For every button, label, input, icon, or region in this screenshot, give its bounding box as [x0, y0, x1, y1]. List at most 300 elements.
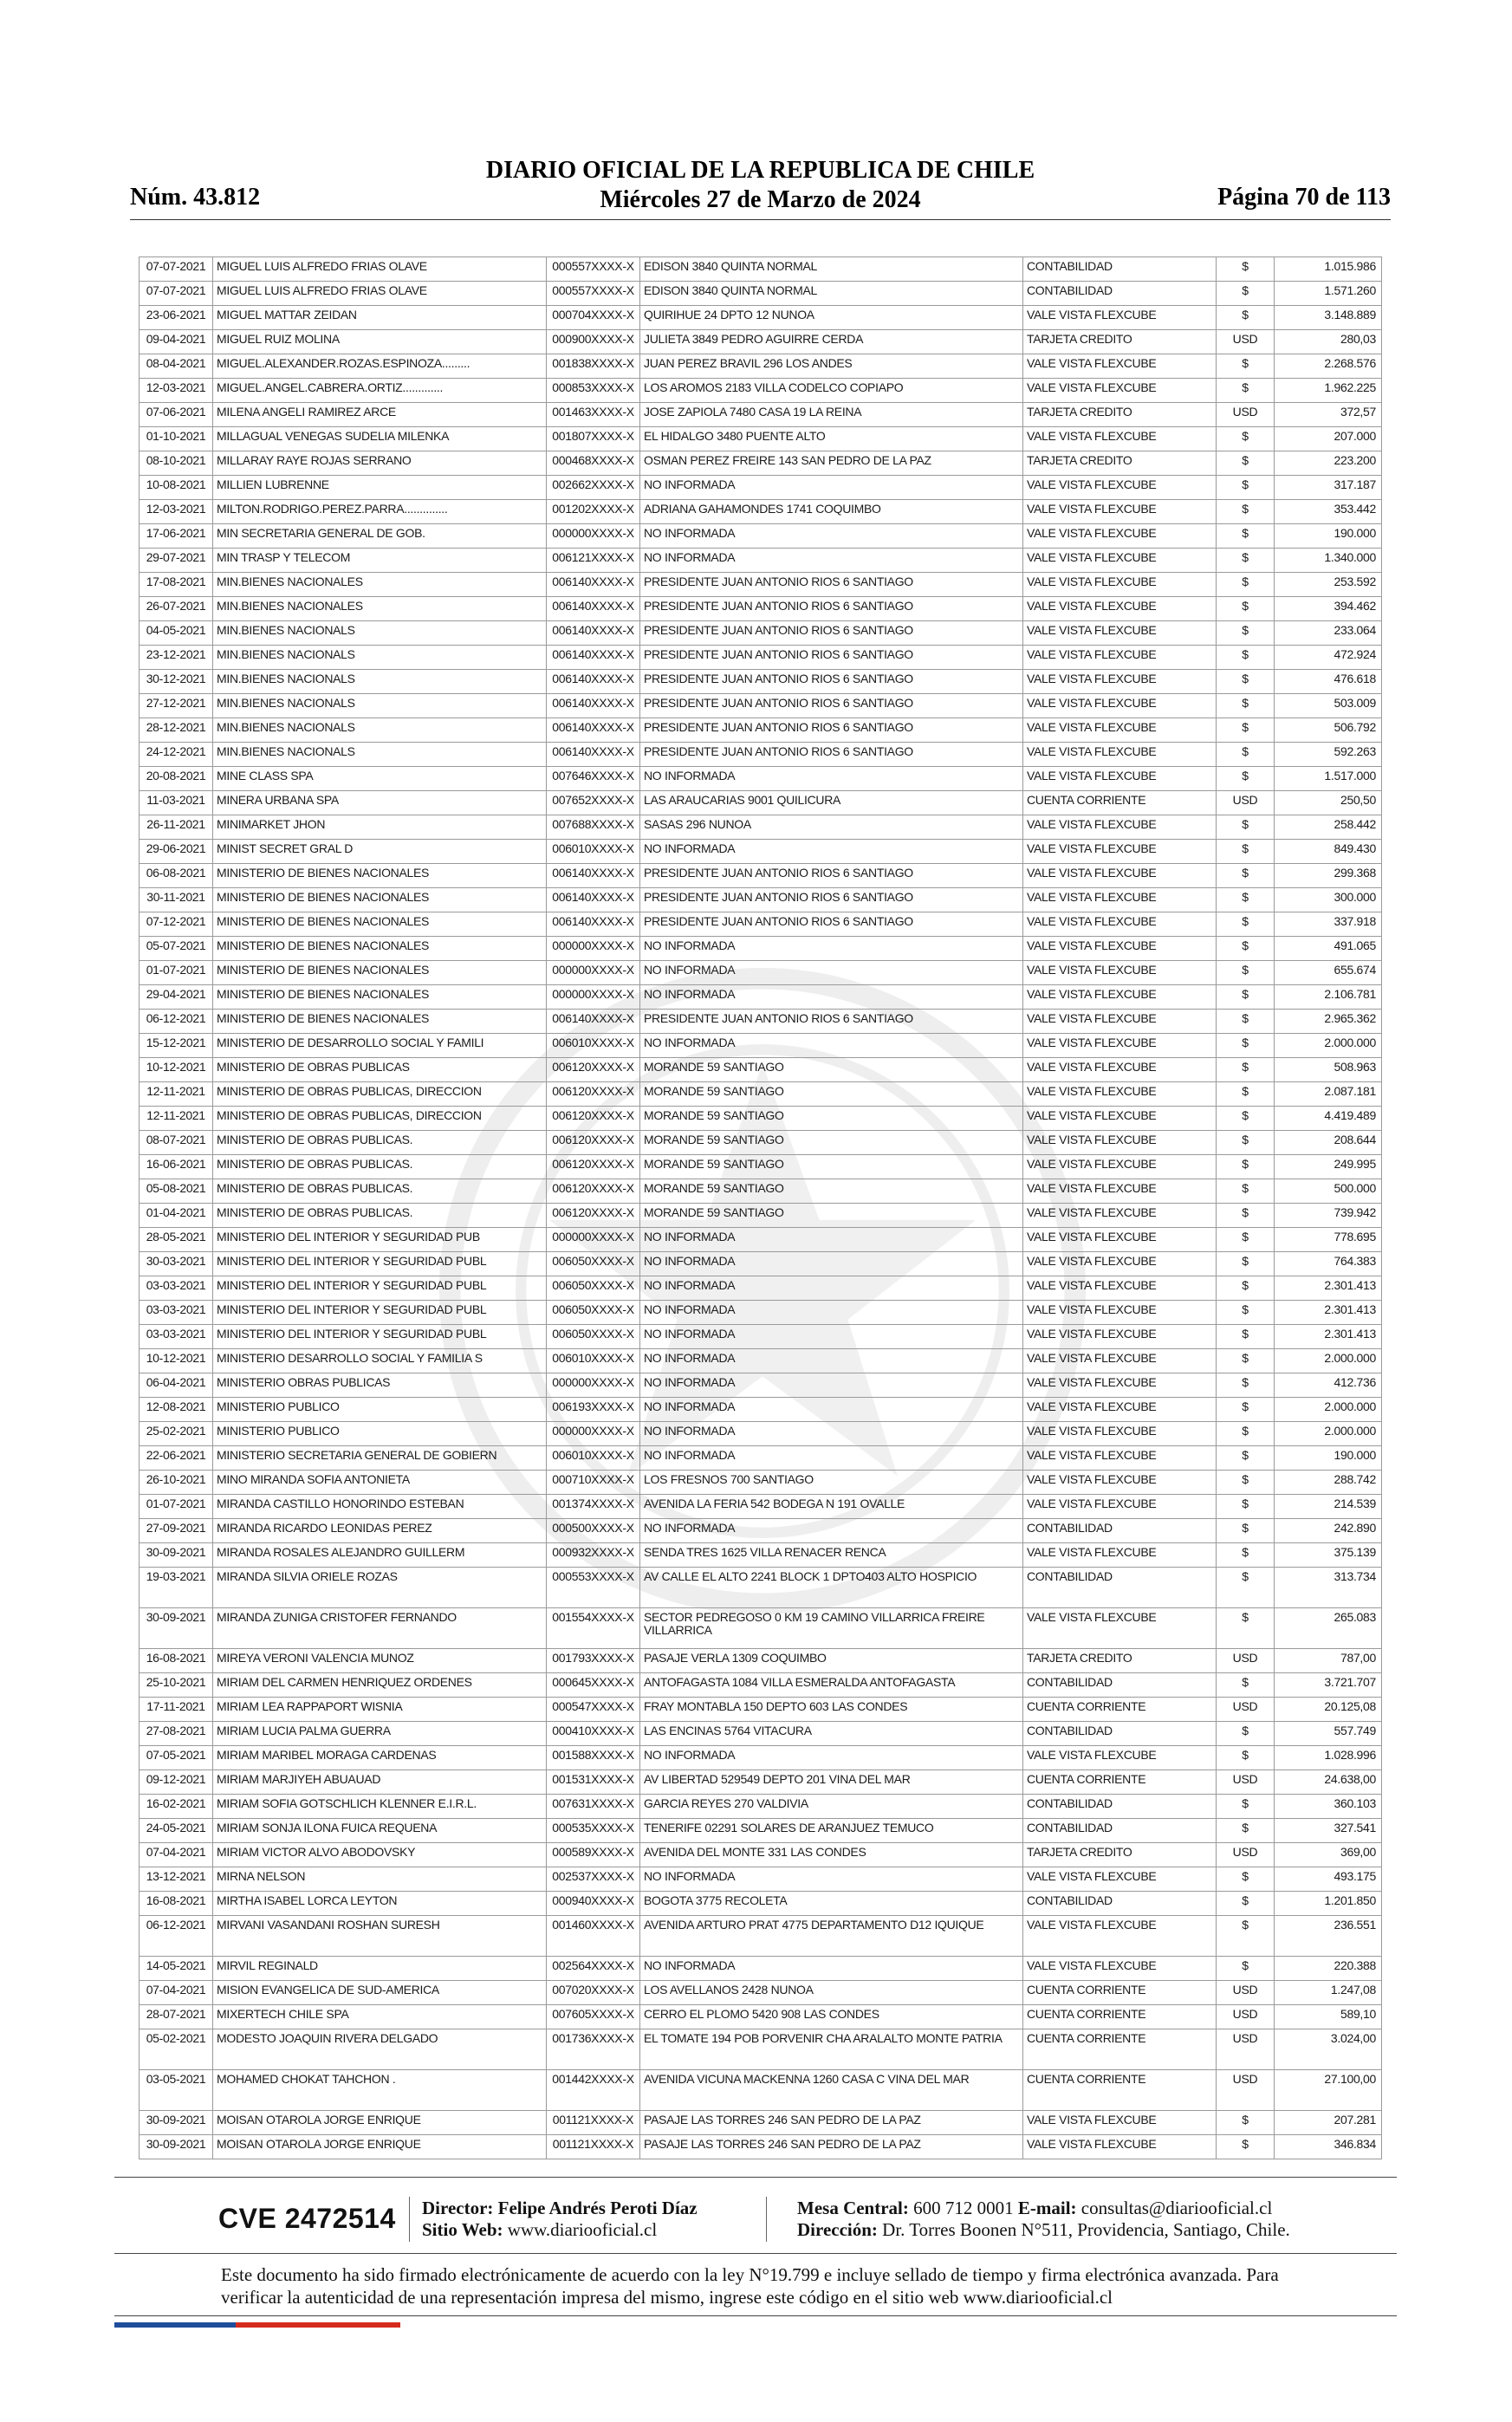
- amount-cell: 220.388: [1275, 1957, 1382, 1981]
- address-cell: JUAN PEREZ BRAVIL 296 LOS ANDES: [640, 354, 1023, 379]
- date-cell: 05-02-2021: [140, 2029, 213, 2070]
- date-cell: 17-11-2021: [140, 1698, 213, 1722]
- table-row: [140, 840, 1382, 864]
- amount-cell: 24.638,00: [1275, 1770, 1382, 1795]
- account-type-cell: CONTABILIDAD: [1023, 1795, 1217, 1819]
- table-row: [140, 937, 1382, 961]
- name-cell: MIN SECRETARIA GENERAL DE GOB.: [213, 524, 547, 549]
- name-cell: MINISTERIO DE OBRAS PUBLICAS, DIRECCION: [213, 1082, 547, 1107]
- account-type-cell: VALE VISTA FLEXCUBE: [1023, 912, 1217, 937]
- rut-cell: 002564XXXX-X: [547, 1957, 640, 1981]
- currency-cell: $: [1217, 1082, 1275, 1107]
- account-type-cell: VALE VISTA FLEXCUBE: [1023, 524, 1217, 549]
- rut-cell: 002662XXXX-X: [547, 476, 640, 500]
- account-type-cell: VALE VISTA FLEXCUBE: [1023, 1204, 1217, 1228]
- table-row: [140, 257, 1382, 282]
- account-type-cell: CONTABILIDAD: [1023, 1673, 1217, 1698]
- amount-cell: 2.087.181: [1275, 1082, 1382, 1107]
- rut-cell: 006010XXXX-X: [547, 1446, 640, 1471]
- date-cell: 24-12-2021: [140, 743, 213, 767]
- address-cell: NO INFORMADA: [640, 549, 1023, 573]
- date-cell: 15-12-2021: [140, 1034, 213, 1058]
- address-cell: NO INFORMADA: [640, 1276, 1023, 1301]
- table-row: [140, 427, 1382, 451]
- address-cell: AVENIDA ARTURO PRAT 4775 DEPARTAMENTO D12 IQUIQUE: [640, 1916, 1023, 1957]
- table-row: [140, 500, 1382, 524]
- date-cell: 20-08-2021: [140, 767, 213, 791]
- table-row: [140, 1819, 1382, 1843]
- currency-cell: $: [1217, 1608, 1275, 1649]
- date-cell: 30-09-2021: [140, 2111, 213, 2135]
- currency-cell: $: [1217, 621, 1275, 646]
- date-cell: 05-07-2021: [140, 937, 213, 961]
- account-type-cell: VALE VISTA FLEXCUBE: [1023, 1301, 1217, 1325]
- address-cell: NO INFORMADA: [640, 1252, 1023, 1276]
- amount-cell: 249.995: [1275, 1155, 1382, 1179]
- currency-cell: USD: [1217, 1770, 1275, 1795]
- rut-cell: 000000XXXX-X: [547, 937, 640, 961]
- name-cell: MINISTERIO OBRAS PUBLICAS: [213, 1373, 547, 1398]
- amount-cell: 2.000.000: [1275, 1349, 1382, 1373]
- amount-cell: 739.942: [1275, 1204, 1382, 1228]
- rut-cell: 007688XXXX-X: [547, 815, 640, 840]
- page-number: Página 70 de 113: [1217, 184, 1391, 211]
- address-cell: NO INFORMADA: [640, 1867, 1023, 1892]
- account-type-cell: VALE VISTA FLEXCUBE: [1023, 864, 1217, 888]
- account-type-cell: CONTABILIDAD: [1023, 1722, 1217, 1746]
- date-cell: 08-07-2021: [140, 1131, 213, 1155]
- address-cell: JULIETA 3849 PEDRO AGUIRRE CERDA: [640, 330, 1023, 354]
- rut-cell: 001121XXXX-X: [547, 2135, 640, 2159]
- address-cell: ANTOFAGASTA 1084 VILLA ESMERALDA ANTOFAGASTA: [640, 1673, 1023, 1698]
- address-cell: GARCIA REYES 270 VALDIVIA: [640, 1795, 1023, 1819]
- date-cell: 07-07-2021: [140, 257, 213, 282]
- currency-cell: USD: [1217, 330, 1275, 354]
- rut-cell: 006010XXXX-X: [547, 840, 640, 864]
- rut-cell: 006120XXXX-X: [547, 1107, 640, 1131]
- date-cell: 07-05-2021: [140, 1746, 213, 1770]
- currency-cell: $: [1217, 354, 1275, 379]
- name-cell: MILLAGUAL VENEGAS SUDELIA MILENKA: [213, 427, 547, 451]
- email-link[interactable]: consultas@diariooficial.cl: [1080, 2198, 1273, 2218]
- table-row: [140, 743, 1382, 767]
- account-type-cell: VALE VISTA FLEXCUBE: [1023, 1252, 1217, 1276]
- currency-cell: $: [1217, 1867, 1275, 1892]
- amount-cell: 253.592: [1275, 573, 1382, 597]
- date-cell: 04-05-2021: [140, 621, 213, 646]
- address-cell: NO INFORMADA: [640, 476, 1023, 500]
- amount-cell: 299.368: [1275, 864, 1382, 888]
- rut-cell: 000000XXXX-X: [547, 524, 640, 549]
- name-cell: MINISTERIO DE BIENES NACIONALES: [213, 912, 547, 937]
- currency-cell: $: [1217, 1673, 1275, 1698]
- name-cell: MINISTERIO DEL INTERIOR Y SEGURIDAD PUBL: [213, 1276, 547, 1301]
- table-row: [140, 306, 1382, 330]
- currency-cell: $: [1217, 1301, 1275, 1325]
- name-cell: MINISTERIO DE BIENES NACIONALES: [213, 864, 547, 888]
- amount-cell: 592.263: [1275, 743, 1382, 767]
- table-row: [140, 1349, 1382, 1373]
- table-row: [140, 1981, 1382, 2005]
- date-cell: 16-06-2021: [140, 1155, 213, 1179]
- name-cell: MOHAMED CHOKAT TAHCHON .: [213, 2070, 547, 2111]
- currency-cell: $: [1217, 1228, 1275, 1252]
- amount-cell: 242.890: [1275, 1519, 1382, 1543]
- date-cell: 27-12-2021: [140, 694, 213, 718]
- date-cell: 27-08-2021: [140, 1722, 213, 1746]
- amount-cell: 313.734: [1275, 1568, 1382, 1608]
- address-cell: NO INFORMADA: [640, 985, 1023, 1010]
- address-cell: PRESIDENTE JUAN ANTONIO RIOS 6 SANTIAGO: [640, 597, 1023, 621]
- amount-cell: 2.000.000: [1275, 1422, 1382, 1446]
- table-row: [140, 864, 1382, 888]
- table-row: [140, 1155, 1382, 1179]
- name-cell: MIRIAM SOFIA GOTSCHLICH KLENNER E.I.R.L.: [213, 1795, 547, 1819]
- account-type-cell: VALE VISTA FLEXCUBE: [1023, 549, 1217, 573]
- amount-cell: 491.065: [1275, 937, 1382, 961]
- date-cell: 01-04-2021: [140, 1204, 213, 1228]
- rut-cell: 007631XXXX-X: [547, 1795, 640, 1819]
- date-cell: 13-12-2021: [140, 1867, 213, 1892]
- date-cell: 25-02-2021: [140, 1422, 213, 1446]
- address-cell: PRESIDENTE JUAN ANTONIO RIOS 6 SANTIAGO: [640, 621, 1023, 646]
- address-cell: NO INFORMADA: [640, 1301, 1023, 1325]
- footer-separator: [766, 2197, 767, 2242]
- table-row: [140, 888, 1382, 912]
- amount-cell: 3.721.707: [1275, 1673, 1382, 1698]
- address-cell: TENERIFE 02291 SOLARES DE ARANJUEZ TEMUCO: [640, 1819, 1023, 1843]
- name-cell: MIRIAM SONJA ILONA FUICA REQUENA: [213, 1819, 547, 1843]
- rut-cell: 001807XXXX-X: [547, 427, 640, 451]
- rut-cell: 001554XXXX-X: [547, 1608, 640, 1649]
- footer-director-block: [422, 2198, 698, 2241]
- date-cell: 28-07-2021: [140, 2005, 213, 2029]
- mesa-central-phone: 600 712 0001: [913, 2198, 1014, 2218]
- address-cell: NO INFORMADA: [640, 1325, 1023, 1349]
- currency-cell: $: [1217, 1398, 1275, 1422]
- footer-divider-top: [114, 2177, 1397, 2178]
- table-row: [140, 961, 1382, 985]
- rut-cell: 007652XXXX-X: [547, 791, 640, 815]
- table-row: [140, 1568, 1382, 1608]
- cve-code: CVE 2472514: [218, 2203, 396, 2234]
- address-cell: FRAY MONTABLA 150 DEPTO 603 LAS CONDES: [640, 1698, 1023, 1722]
- rut-cell: 001588XXXX-X: [547, 1746, 640, 1770]
- currency-cell: $: [1217, 937, 1275, 961]
- account-type-cell: VALE VISTA FLEXCUBE: [1023, 1608, 1217, 1649]
- currency-cell: $: [1217, 1422, 1275, 1446]
- name-cell: MODESTO JOAQUIN RIVERA DELGADO: [213, 2029, 547, 2070]
- table-body: [140, 257, 1382, 2159]
- amount-cell: 360.103: [1275, 1795, 1382, 1819]
- account-type-cell: VALE VISTA FLEXCUBE: [1023, 937, 1217, 961]
- date-cell: 12-03-2021: [140, 500, 213, 524]
- website-link[interactable]: www.diariooficial.cl: [507, 2219, 658, 2240]
- date-cell: 23-06-2021: [140, 306, 213, 330]
- address-cell: EDISON 3840 QUINTA NORMAL: [640, 257, 1023, 282]
- rut-cell: 001793XXXX-X: [547, 1649, 640, 1673]
- currency-cell: $: [1217, 427, 1275, 451]
- account-type-cell: VALE VISTA FLEXCUBE: [1023, 1107, 1217, 1131]
- amount-cell: 849.430: [1275, 840, 1382, 864]
- table-row: [140, 524, 1382, 549]
- name-cell: MIRIAM LUCIA PALMA GUERRA: [213, 1722, 547, 1746]
- amount-cell: 3.024,00: [1275, 2029, 1382, 2070]
- currency-cell: $: [1217, 670, 1275, 694]
- address-cell: PRESIDENTE JUAN ANTONIO RIOS 6 SANTIAGO: [640, 670, 1023, 694]
- publication-date: Miércoles 27 de Marzo de 2024: [600, 186, 921, 213]
- name-cell: MIGUEL MATTAR ZEIDAN: [213, 306, 547, 330]
- date-cell: 08-10-2021: [140, 451, 213, 476]
- address-cell: QUIRIHUE 24 DPTO 12 NUNOA: [640, 306, 1023, 330]
- account-type-cell: TARJETA CREDITO: [1023, 451, 1217, 476]
- account-type-cell: VALE VISTA FLEXCUBE: [1023, 621, 1217, 646]
- amount-cell: 3.148.889: [1275, 306, 1382, 330]
- currency-cell: $: [1217, 306, 1275, 330]
- currency-cell: $: [1217, 476, 1275, 500]
- amount-cell: 280,03: [1275, 330, 1382, 354]
- currency-cell: USD: [1217, 1649, 1275, 1673]
- rut-cell: 000853XXXX-X: [547, 379, 640, 403]
- rut-cell: 001202XXXX-X: [547, 500, 640, 524]
- name-cell: MIN.BIENES NACIONALES: [213, 597, 547, 621]
- amount-cell: 223.200: [1275, 451, 1382, 476]
- amount-cell: 506.792: [1275, 718, 1382, 743]
- account-type-cell: VALE VISTA FLEXCUBE: [1023, 961, 1217, 985]
- name-cell: MIGUEL LUIS ALFREDO FRIAS OLAVE: [213, 282, 547, 306]
- account-type-cell: CUENTA CORRIENTE: [1023, 1698, 1217, 1722]
- account-type-cell: VALE VISTA FLEXCUBE: [1023, 2111, 1217, 2135]
- account-type-cell: VALE VISTA FLEXCUBE: [1023, 1179, 1217, 1204]
- table-row: [140, 354, 1382, 379]
- date-cell: 12-08-2021: [140, 1398, 213, 1422]
- address-cell: SENDA TRES 1625 VILLA RENACER RENCA: [640, 1543, 1023, 1568]
- date-cell: 09-04-2021: [140, 330, 213, 354]
- amount-cell: 236.551: [1275, 1916, 1382, 1957]
- address-cell: OSMAN PEREZ FREIRE 143 SAN PEDRO DE LA PAZ: [640, 451, 1023, 476]
- name-cell: MIN.BIENES NACIONALES: [213, 573, 547, 597]
- address-cell: LAS ENCINAS 5764 VITACURA: [640, 1722, 1023, 1746]
- rut-cell: 006140XXXX-X: [547, 670, 640, 694]
- date-cell: 03-03-2021: [140, 1301, 213, 1325]
- account-type-cell: TARJETA CREDITO: [1023, 1649, 1217, 1673]
- amount-cell: 190.000: [1275, 524, 1382, 549]
- date-cell: 12-11-2021: [140, 1107, 213, 1131]
- amount-cell: 353.442: [1275, 500, 1382, 524]
- name-cell: MINERA URBANA SPA: [213, 791, 547, 815]
- amount-cell: 214.539: [1275, 1495, 1382, 1519]
- name-cell: MIREYA VERONI VALENCIA MUNOZ: [213, 1649, 547, 1673]
- currency-cell: $: [1217, 1471, 1275, 1495]
- date-cell: 07-04-2021: [140, 1981, 213, 2005]
- accounts-table: [139, 256, 1382, 2159]
- currency-cell: USD: [1217, 791, 1275, 815]
- date-cell: 03-05-2021: [140, 2070, 213, 2111]
- amount-cell: 208.644: [1275, 1131, 1382, 1155]
- account-type-cell: VALE VISTA FLEXCUBE: [1023, 1746, 1217, 1770]
- rut-cell: 006140XXXX-X: [547, 597, 640, 621]
- name-cell: MIRIAM MARIBEL MORAGA CARDENAS: [213, 1746, 547, 1770]
- account-type-cell: VALE VISTA FLEXCUBE: [1023, 1543, 1217, 1568]
- currency-cell: $: [1217, 840, 1275, 864]
- amount-cell: 2.301.413: [1275, 1276, 1382, 1301]
- date-cell: 16-08-2021: [140, 1649, 213, 1673]
- rut-cell: 006140XXXX-X: [547, 718, 640, 743]
- rut-cell: 000932XXXX-X: [547, 1543, 640, 1568]
- currency-cell: $: [1217, 1155, 1275, 1179]
- name-cell: MIGUEL.ANGEL.CABRERA.ORTIZ.............: [213, 379, 547, 403]
- amount-cell: 27.100,00: [1275, 2070, 1382, 2111]
- address-cell: ADRIANA GAHAMONDES 1741 COQUIMBO: [640, 500, 1023, 524]
- table-row: [140, 451, 1382, 476]
- rut-cell: 000000XXXX-X: [547, 985, 640, 1010]
- currency-cell: $: [1217, 2135, 1275, 2159]
- date-cell: 16-02-2021: [140, 1795, 213, 1819]
- amount-cell: 764.383: [1275, 1252, 1382, 1276]
- amount-cell: 2.301.413: [1275, 1301, 1382, 1325]
- amount-cell: 394.462: [1275, 597, 1382, 621]
- date-cell: 07-12-2021: [140, 912, 213, 937]
- currency-cell: USD: [1217, 2070, 1275, 2111]
- table-row: [140, 1301, 1382, 1325]
- rut-cell: 000000XXXX-X: [547, 1422, 640, 1446]
- amount-cell: 4.419.489: [1275, 1107, 1382, 1131]
- account-type-cell: CUENTA CORRIENTE: [1023, 791, 1217, 815]
- address-cell: NO INFORMADA: [640, 1446, 1023, 1471]
- date-cell: 06-12-2021: [140, 1010, 213, 1034]
- date-cell: 01-07-2021: [140, 1495, 213, 1519]
- name-cell: MIRIAM VICTOR ALVO ABODOVSKY: [213, 1843, 547, 1867]
- name-cell: MINISTERIO DE OBRAS PUBLICAS.: [213, 1204, 547, 1228]
- footer: [114, 2184, 1397, 2249]
- amount-cell: 472.924: [1275, 646, 1382, 670]
- rut-cell: 000940XXXX-X: [547, 1892, 640, 1916]
- name-cell: MIRANDA CASTILLO HONORINDO ESTEBAN: [213, 1495, 547, 1519]
- amount-cell: 250,50: [1275, 791, 1382, 815]
- amount-cell: 476.618: [1275, 670, 1382, 694]
- address-cell: LOS AVELLANOS 2428 NUNOA: [640, 1981, 1023, 2005]
- rut-cell: 006120XXXX-X: [547, 1155, 640, 1179]
- name-cell: MINIST SECRET GRAL D: [213, 840, 547, 864]
- date-cell: 30-12-2021: [140, 670, 213, 694]
- currency-cell: $: [1217, 1204, 1275, 1228]
- rut-cell: 000704XXXX-X: [547, 306, 640, 330]
- currency-cell: $: [1217, 2111, 1275, 2135]
- rut-cell: 001736XXXX-X: [547, 2029, 640, 2070]
- account-type-cell: VALE VISTA FLEXCUBE: [1023, 815, 1217, 840]
- account-type-cell: CONTABILIDAD: [1023, 1819, 1217, 1843]
- rut-cell: 006140XXXX-X: [547, 573, 640, 597]
- account-type-cell: CONTABILIDAD: [1023, 257, 1217, 282]
- name-cell: MINISTERIO PUBLICO: [213, 1398, 547, 1422]
- address-cell: MORANDE 59 SANTIAGO: [640, 1131, 1023, 1155]
- address-cell: NO INFORMADA: [640, 840, 1023, 864]
- currency-cell: USD: [1217, 1981, 1275, 2005]
- publication-title: DIARIO OFICIAL DE LA REPUBLICA DE CHILE: [485, 157, 1035, 184]
- table-row: [140, 1082, 1382, 1107]
- address-cell: MORANDE 59 SANTIAGO: [640, 1058, 1023, 1082]
- footer-separator: [409, 2197, 410, 2242]
- account-type-cell: VALE VISTA FLEXCUBE: [1023, 1867, 1217, 1892]
- account-type-cell: TARJETA CREDITO: [1023, 1843, 1217, 1867]
- amount-cell: 557.749: [1275, 1722, 1382, 1746]
- table-row: [140, 2070, 1382, 2111]
- name-cell: MINISTERIO SECRETARIA GENERAL DE GOBIERN: [213, 1446, 547, 1471]
- amount-cell: 207.000: [1275, 427, 1382, 451]
- currency-cell: $: [1217, 1746, 1275, 1770]
- name-cell: MINISTERIO DEL INTERIOR Y SEGURIDAD PUB: [213, 1228, 547, 1252]
- date-cell: 10-12-2021: [140, 1058, 213, 1082]
- rut-cell: 006010XXXX-X: [547, 1349, 640, 1373]
- rut-cell: 000500XXXX-X: [547, 1519, 640, 1543]
- name-cell: MIN.BIENES NACIONALS: [213, 718, 547, 743]
- account-type-cell: CONTABILIDAD: [1023, 1568, 1217, 1608]
- date-cell: 06-12-2021: [140, 1916, 213, 1957]
- address-cell: PRESIDENTE JUAN ANTONIO RIOS 6 SANTIAGO: [640, 646, 1023, 670]
- name-cell: MINISTERIO DE BIENES NACIONALES: [213, 937, 547, 961]
- name-cell: MOISAN OTAROLA JORGE ENRIQUE: [213, 2135, 547, 2159]
- table-row: [140, 791, 1382, 815]
- name-cell: MIRIAM MARJIYEH ABUAUAD: [213, 1770, 547, 1795]
- currency-cell: $: [1217, 1131, 1275, 1155]
- currency-cell: $: [1217, 1325, 1275, 1349]
- address-cell: NO INFORMADA: [640, 524, 1023, 549]
- amount-cell: 375.139: [1275, 1543, 1382, 1568]
- currency-cell: $: [1217, 888, 1275, 912]
- address-cell: AV LIBERTAD 529549 DEPTO 201 VINA DEL MAR: [640, 1770, 1023, 1795]
- issue-number: Núm. 43.812: [130, 184, 261, 211]
- address-cell: LAS ARAUCARIAS 9001 QUILICURA: [640, 791, 1023, 815]
- address-cell: PRESIDENTE JUAN ANTONIO RIOS 6 SANTIAGO: [640, 718, 1023, 743]
- address-cell: PRESIDENTE JUAN ANTONIO RIOS 6 SANTIAGO: [640, 573, 1023, 597]
- table-row: [140, 1446, 1382, 1471]
- table-row: [140, 379, 1382, 403]
- address-cell: LOS FRESNOS 700 SANTIAGO: [640, 1471, 1023, 1495]
- account-type-cell: VALE VISTA FLEXCUBE: [1023, 2135, 1217, 2159]
- account-type-cell: CUENTA CORRIENTE: [1023, 2005, 1217, 2029]
- address-cell: NO INFORMADA: [640, 1519, 1023, 1543]
- table-row: [140, 1916, 1382, 1957]
- amount-cell: 412.736: [1275, 1373, 1382, 1398]
- date-cell: 30-03-2021: [140, 1252, 213, 1276]
- rut-cell: 000468XXXX-X: [547, 451, 640, 476]
- account-type-cell: VALE VISTA FLEXCUBE: [1023, 1349, 1217, 1373]
- table-row: [140, 1373, 1382, 1398]
- name-cell: MIRIAM LEA RAPPAPORT WISNIA: [213, 1698, 547, 1722]
- address-cell: NO INFORMADA: [640, 1398, 1023, 1422]
- name-cell: MINIMARKET JHON: [213, 815, 547, 840]
- currency-cell: $: [1217, 743, 1275, 767]
- amount-cell: 1.015.986: [1275, 257, 1382, 282]
- account-type-cell: VALE VISTA FLEXCUBE: [1023, 1398, 1217, 1422]
- amount-cell: 258.442: [1275, 815, 1382, 840]
- address-cell: AV CALLE EL ALTO 2241 BLOCK 1 DPTO403 ALTO HOSPICIO: [640, 1568, 1023, 1608]
- table-row: [140, 985, 1382, 1010]
- rut-cell: 000547XXXX-X: [547, 1698, 640, 1722]
- account-type-cell: CONTABILIDAD: [1023, 1519, 1217, 1543]
- website-label: Sitio Web:: [422, 2219, 503, 2240]
- currency-cell: $: [1217, 549, 1275, 573]
- currency-cell: $: [1217, 767, 1275, 791]
- address-cell: PRESIDENTE JUAN ANTONIO RIOS 6 SANTIAGO: [640, 743, 1023, 767]
- account-type-cell: VALE VISTA FLEXCUBE: [1023, 1228, 1217, 1252]
- amount-cell: 1.028.996: [1275, 1746, 1382, 1770]
- address-cell: NO INFORMADA: [640, 1228, 1023, 1252]
- email-label: E-mail:: [1017, 2198, 1077, 2218]
- date-cell: 14-05-2021: [140, 1957, 213, 1981]
- address-cell: AVENIDA DEL MONTE 331 LAS CONDES: [640, 1843, 1023, 1867]
- rut-cell: 006050XXXX-X: [547, 1301, 640, 1325]
